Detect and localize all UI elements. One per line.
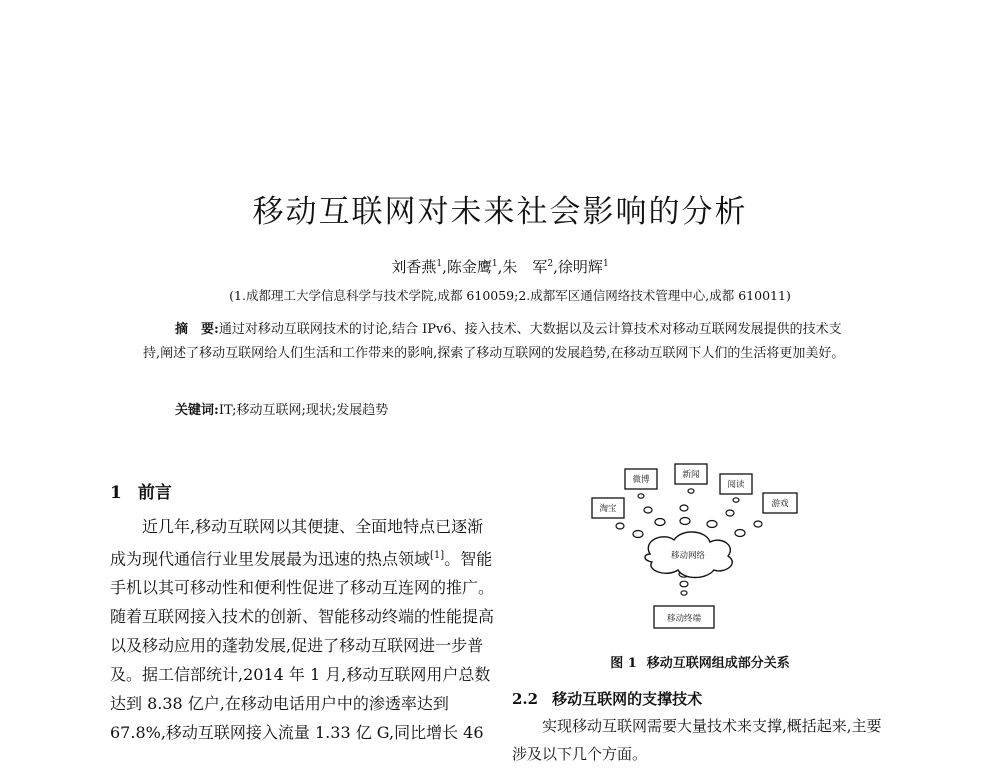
paragraph [110,512,494,747]
author-name: 朱 军 [502,258,548,276]
author-name: 陈金鹰 [446,258,492,276]
node-terminal-label: 移动终端 [666,614,702,624]
author-separator: , [442,258,447,276]
node-terminal [654,606,714,628]
author-separator: , [553,258,558,276]
citation: [1] [430,550,445,561]
node-reading-label: 阅读 [727,480,745,490]
author-separator: , [497,258,503,276]
node-reading [720,474,752,494]
node-weibo [625,469,657,489]
affiliation: (1.成都理工大学信息科学与技术学院,成都 610059;2.成都军区通信网络技术管理中心,成都 610011) [229,288,791,303]
author-affiliation-mark: 1 [491,259,498,269]
node-games [763,493,797,513]
node-news [675,464,707,484]
node-network-label: 移动网络 [670,551,706,561]
section-1-heading [110,478,172,503]
node-news-label: 新闻 [682,470,700,480]
author-name: 刘香燕 [391,258,437,276]
caption-number: 图 1 [610,656,637,671]
keywords-text: IT;移动互联网;现状;发展趋势 [218,403,389,418]
abstract-text: 通过对移动互联网技术的讨论,结合 IPv6、接入技术、大数据以及云计算技术对移动互联网发展提供的技术支持,阐述了移动互联网给人们生活和工作带来的影响,探索了移动互联网的发展趋势,在移动互联网下人们的生活将更加美好。 [143,322,845,361]
section-title: 移动互联网的支撑技术 [552,690,703,708]
figure-1-caption [560,652,840,671]
section-2-2-heading [512,688,702,709]
paragraph: 实现移动互联网需要大量技术来支撑,概括起来,主要涉及以下几个方面。 [512,717,882,763]
abstract-label: 摘 要: [175,322,219,337]
author-affiliation-mark: 2 [547,259,554,269]
abstract [143,318,855,366]
author-list [0,256,1000,277]
paper-title: 移动互联网对未来社会影响的分析 [252,194,748,230]
section-1-body [110,512,494,747]
node-taobao [592,498,624,518]
caption-text: 移动互联网组成部分关系 [646,656,790,671]
keywords-label: 关键词: [175,403,219,418]
figure-1-diagram [580,456,820,646]
node-network [645,532,732,578]
author-affiliation-mark: 1 [602,259,609,269]
author-name: 徐明辉 [557,258,603,276]
keywords [175,399,388,418]
section-number: 1 [110,483,122,503]
author-affiliation-mark: 1 [436,259,443,269]
node-games-label: 游戏 [771,499,789,509]
section-number: 2.2 [512,690,539,708]
paragraph-text: 。智能手机以其可移动性和便利性促进了移动互连网的推广。随着互联网接入技术的创新、智能移动终端的性能提高以及移动应用的蓬勃发展,促进了移动互联网进一步普及。据工信部统计,2014 年 1 月,移动互联网用户总数达到 8.38 亿户,在移动电话用户中的渗透率达到 67.8%,移动互联网接入流量 1.33 亿 G,同比增长 46 [110,549,495,743]
node-weibo-label: 微博 [632,475,650,485]
node-taobao-label: 淘宝 [599,504,617,514]
paragraph-text: 近几年,移动互联网以其便捷、全面地特点已逐渐成为现代通信行业里发展最为迅速的热点领域 [110,517,484,569]
section-2-2-body [512,712,890,768]
section-title: 前言 [137,483,172,503]
